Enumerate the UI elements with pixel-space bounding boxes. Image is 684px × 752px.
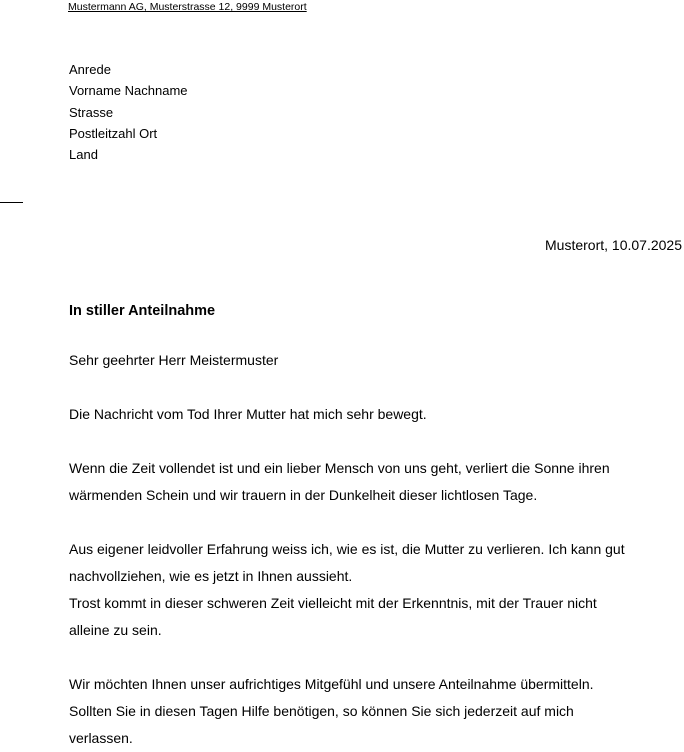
paragraph-1 [69,401,681,428]
fold-mark [0,202,23,203]
paragraph-line: Aus eigener leidvoller Erfahrung weiss ich, wie es ist, die Mutter zu verlieren. Ich kann gut [69,541,625,557]
recipient-street: Strasse [69,104,114,120]
recipient-name: Vorname Nachname [69,83,188,99]
recipient-salutation: Anrede [69,62,111,77]
recipient-country: Land [69,147,98,163]
letter-date: Musterort, 10.07.2025 [545,237,682,253]
letter-greeting [69,347,681,374]
paragraph-line: Die Nachricht vom Tod Ihrer Mutter hat mich sehr bewegt. [69,406,427,422]
paragraph-line: nachvollziehen, wie es jetzt in Ihnen aussieht. [69,568,353,584]
recipient-address-block [69,59,188,165]
paragraph-3 [69,536,681,644]
paragraph-line: Wir möchten Ihnen unser aufrichtiges Mitgefühl und unsere Anteilnahme übermitteln. [69,676,594,692]
paragraph-line: wärmenden Schein und wir trauern in der Dunkelheit dieser lichtlosen Tage. [69,487,538,503]
paragraph-line: Sollten Sie in diesen Tagen Hilfe benötigen, so können Sie sich jederzeit auf mich [69,703,574,719]
greeting-text: Sehr geehrter Herr Meistermuster [69,352,279,368]
letter-subject: In stiller Anteilnahme [69,303,216,319]
sender-address-line: Mustermann AG, Musterstrasse 12, 9999 Musterort [68,1,307,13]
recipient-city: Postleitzahl Ort [69,125,158,141]
paragraph-line: Trost kommt in dieser schweren Zeit vielleicht mit der Erkenntnis, mit der Trauer nicht [69,595,597,611]
paragraph-2 [69,455,681,509]
paragraph-line: verlassen. [69,730,133,746]
paragraph-line: Wenn die Zeit vollendet ist und ein lieber Mensch von uns geht, verliert die Sonne ihren [69,460,610,476]
paragraph-line: alleine zu sein. [69,622,162,638]
paragraph-4 [69,671,681,752]
